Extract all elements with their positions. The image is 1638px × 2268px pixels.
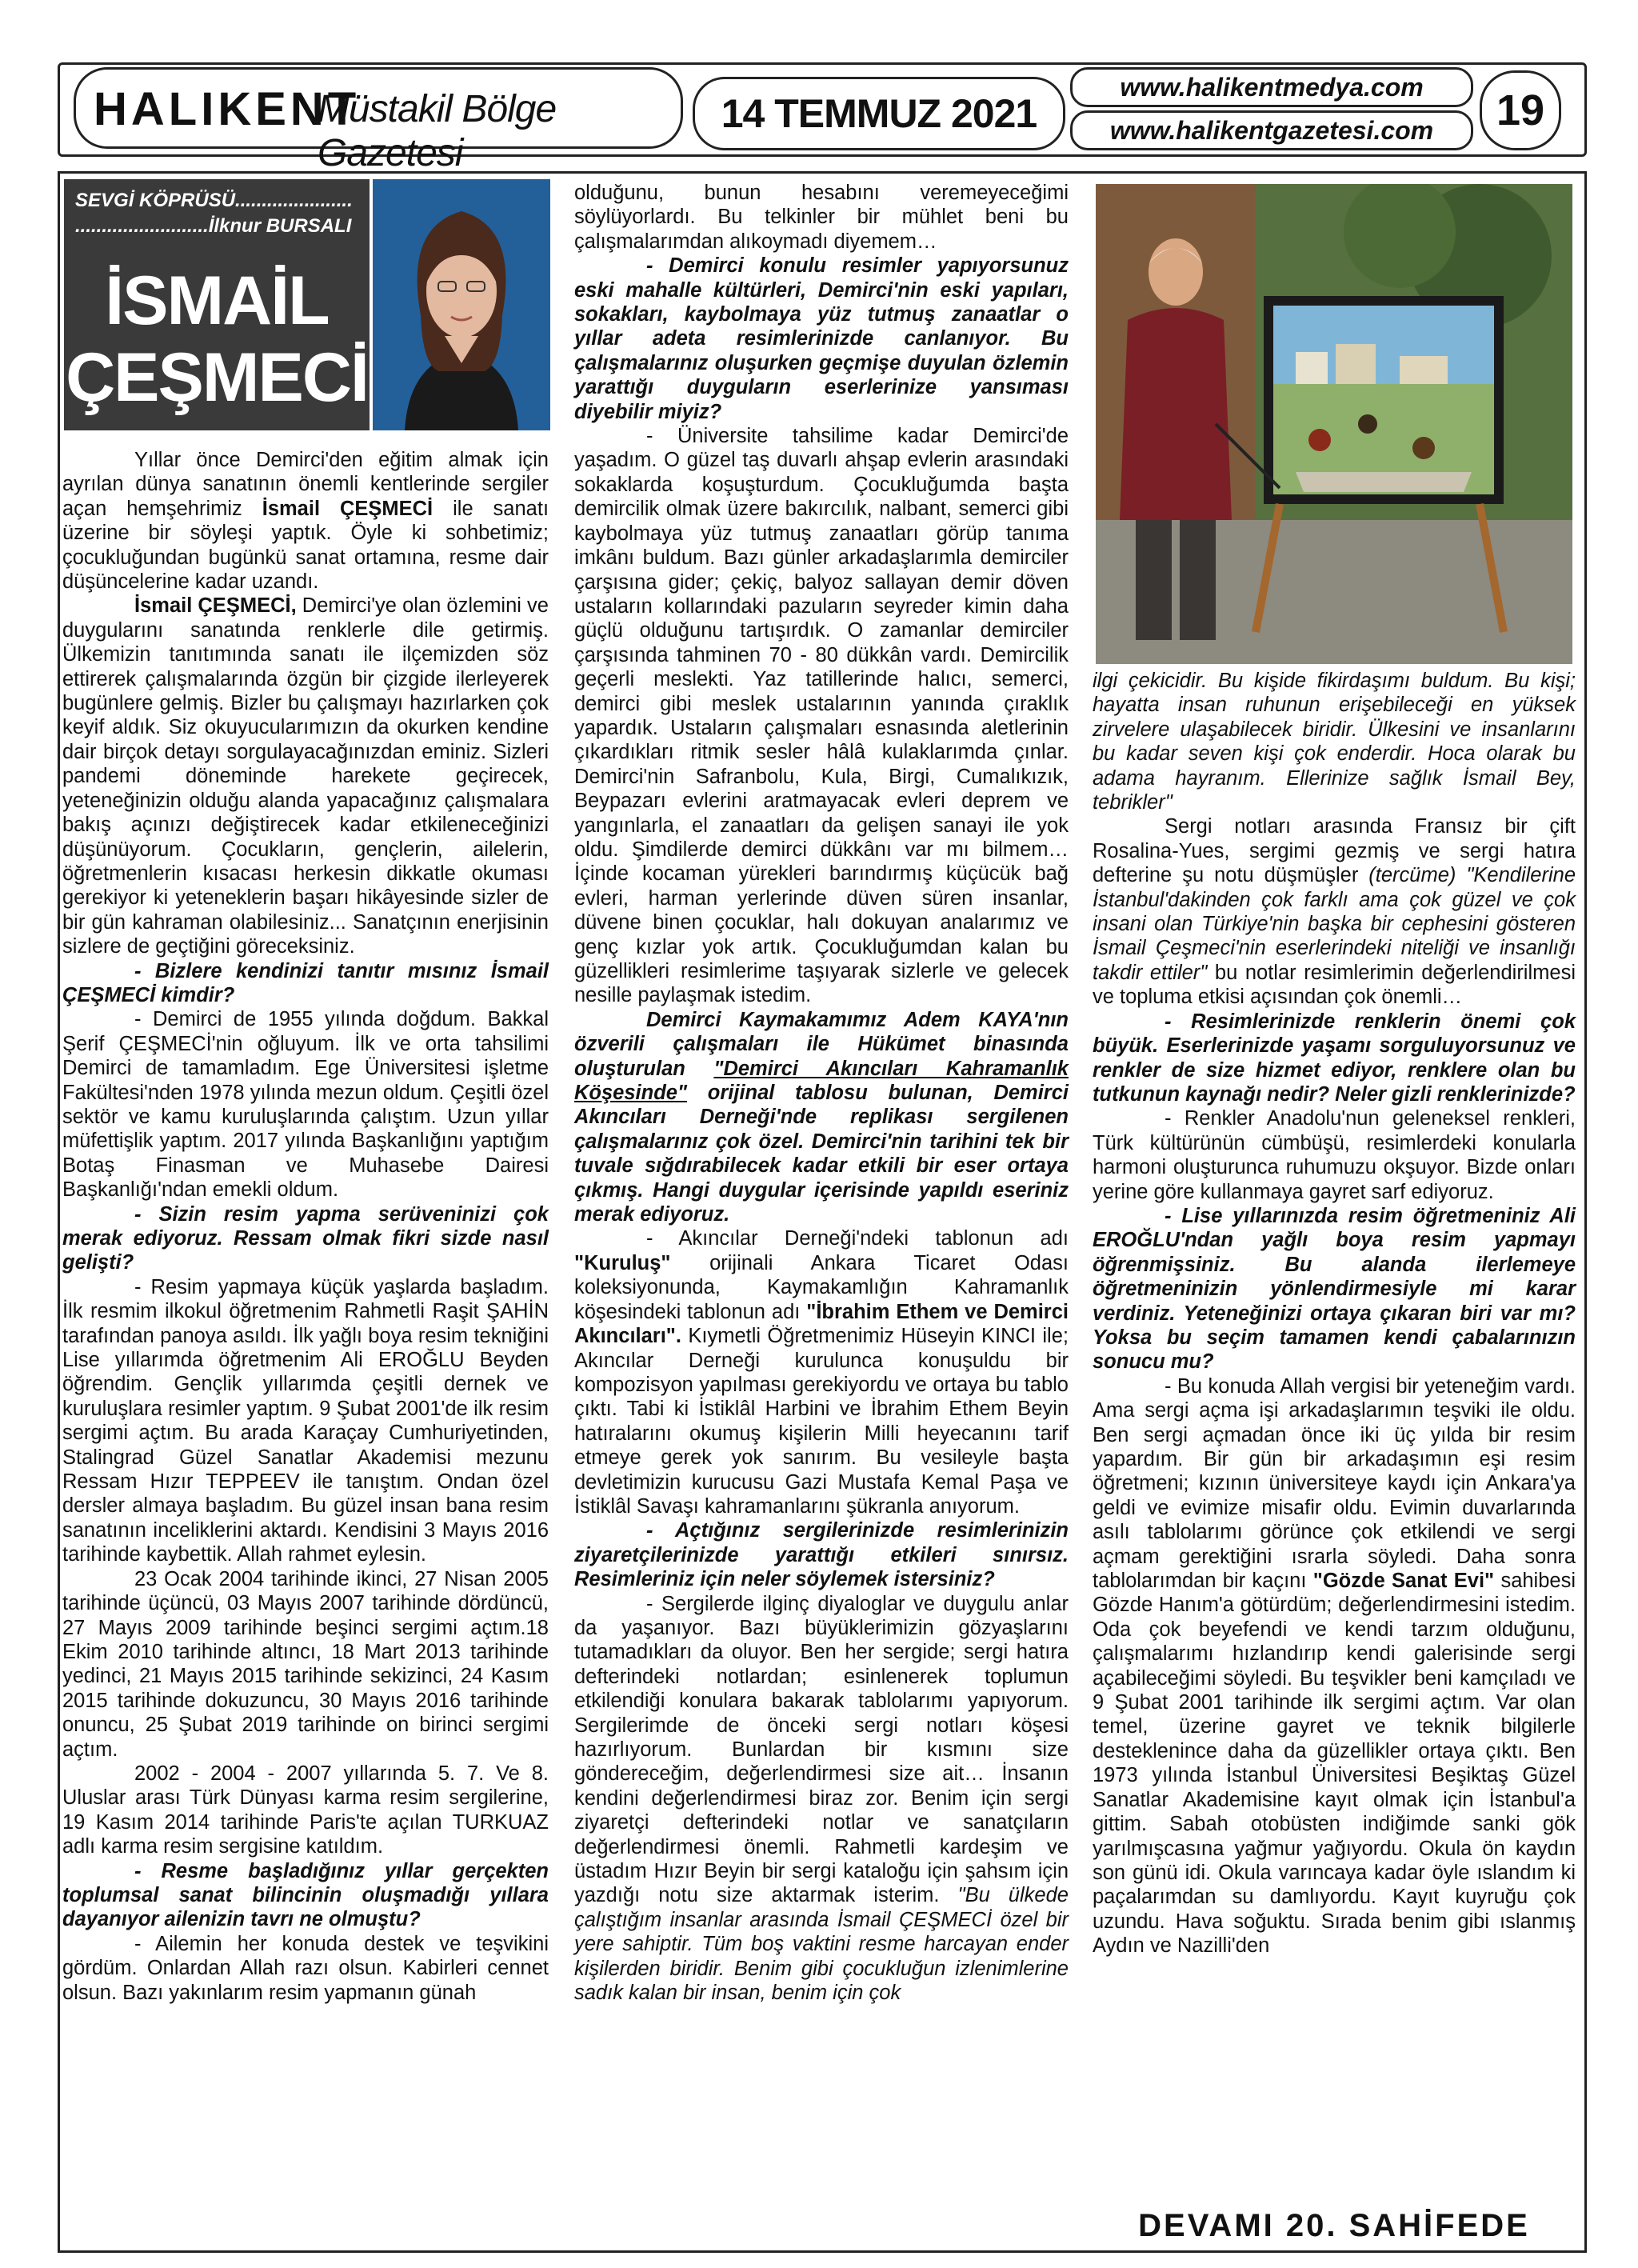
website-link-2[interactable]: www.halikentgazetesi.com <box>1070 110 1473 150</box>
column-kicker: SEVGİ KÖPRÜSÜ...................... <box>75 190 353 211</box>
page-number-box <box>1480 70 1561 150</box>
author-portrait <box>373 179 550 430</box>
interview-question: - Sizin resim yapma serüveninizi çok merak ediyoruz. Ressam olmak fikri sizde nasıl gelişti? <box>62 1202 549 1274</box>
paragraph: 2002 - 2004 - 2007 yıllarında 5. 7. Ve 8. Uluslar arası Türk Dünyası karma resim sergilerine, 19 Kasım 2014 tarihinde Paris'te açılan TURKUAZ adlı karma resim sergisine katıldım. <box>62 1762 549 1858</box>
interview-question: - Resme başladığınız yıllar gerçekten toplumsal sanat bilincinin oluşmadığı yıllara dayanıyor ailenizin tavrı ne olmuştu? <box>62 1859 549 1931</box>
interview-question: Demirci Kaymakamımız Adem KAYA'nın özverili çalışmaları ile Hükümet binasında oluşturulan "Demirci Akıncıları Kahramanlık Köşesinde" orijinal tablosu bulunan, Demirci Akıncıları Derneği'nde replikası sergilenen çalışmalarınız çok özel. Demirci'nin tarihini tek bir tuvale sığdırabilecek kadar etkili bir eser ortaya çıkmış. Hangi duygular içerisinde yapıldı eseriniz merak ediyoruz. <box>574 1008 1069 1226</box>
interview-answer: - Ailemin her konuda destek ve teşvikini gördüm. Onlardan Allah razı olsun. Kabirleri cennet olsun. Bazı yakınlarım resim yapmanın günah <box>62 1932 549 2004</box>
interview-answer: - Sergilerde ilginç diyaloglar ve duygulu anlar da yaşanıyor. Bazı büyüklerimizin gözyaşlarını tutamadıkları da oluyor. Ben her sergide; sergi hatıra defterindeki notlardan; esinlenerek toplumun etkilendiği konulara bakarak tablolarımı yapıyorum. Sergilerimde de önceki sergi notları köşesi hazırlıyorum. Bunlardan bir kısmını size göndereceğim, değerlendirmesi size ait… İnsanın kendini değerlendirmesi biraz zor. Benim için sergi ziyaretçi defterindeki notlar ve sanatçıların değerlendirmesi önemli. Rahmetli kardeşim ve üstadım Hızır Beyin bir sergi kataloğu için şahsım için yazdığı notu size aktarmak isterim. "Bu ülkede çalıştığım insanlar arasında İsmail ÇEŞMECİ özel bir yere sahiptir. Tüm boş vaktini resme harcayan ender kişilerden biridir. Benim gibi çocukluğun izlenimlerine sadık kalan bir insan, benim için çok <box>574 1592 1069 2005</box>
interview-question: - Açtığınız sergilerinizde resimlerinizin ziyaretçilerinizde yarattığı etkileri sınırsız. Resimleriniz için neler söylemek istersiniz? <box>574 1519 1069 1591</box>
interview-answer: - Demirci de 1955 yılında doğdum. Bakkal Şerif ÇEŞMECİ'nin oğluyum. İlk ve orta tahsilimi Demirci de tamamladım. Ege Üniversitesi işletme Fakültesi'nden 1978 yılında mezun oldum. Çeşitli özel sektör ve kamu kuruluşlarında çalıştım. Uzun yıllar müfettişlik yaptım. 2017 yılında Başkanlığını yaptığım Botaş Finasman ve Muhasebe Dairesi Başkanlığı'ndan emekli oldum. <box>62 1008 549 1202</box>
interview-answer: - Üniversite tahsilime kadar Demirci'de yaşadım. O güzel taş duvarlı ahşap evlerin arasındaki sokaklarda koşuşturdum. Çocukluğumda başta demircilik olmak üzere bakırcılık, nalbant, semerci gibi kaybolmaya yüz tutmuş zanaatları görüp tanıma imkânı buldum. Bazı günler arkadaşlarımla demirciler çarşısına gider; çekiç, balyoz sallayan demir döven ustaların kollarındaki pazuların seyreder kimin daha güçlü olduğunu tartışırdık. O zamanlar demirciler çarşısında tahminen 70 - 80 dükkân vardı. Demircilik geçerli meslekti. Yaz tatillerinde halıcı, semerci, demirci gibi meslek ustalarının yanında çıraklık yapardık. Ustaların çalışmaları esnasında aletlerinin çıkardıkları ritmik sesler hâlâ kulaklarımda çınlar. Demirci'nin Safranbolu, Kula, Birgi, Cumalıkızık, Beypazarı evlerini aratmayacak evleri deprem ve yangınlarla, el zanaatları da gelişen sanayi ile yok oldu. Şimdilerde demirci dükkânı var mı bilmem… İçinde kocaman yürekleri barındırmış küçücük bağ evleri, harman yerlerinde düven süren insanlar, düvene binen çocuklar, halı dokuyan analarımız ve genç kızlar yok artık. Çocukluğumdan kalan bu güzellikleri resimlerime taşıyarak sizlerle ve gelecek nesille paylaşmak istedim. <box>574 425 1069 1007</box>
article-title-line-1: İSMAİL <box>105 262 329 339</box>
interview-answer: - Resim yapmaya küçük yaşlarda başladım. İlk resmim ilkokul öğretmenim Rahmetli Raşit ŞAHİN tarafından panoya asıldı. İlk yağlı boya resim tekniğini Lise yıllarımda öğretmenim Ali EROĞLU Beyden öğrendim. Gençlik yıllarımda çeşitli dernek ve kuruluşlara resimler yaptım. 9 Şubat 2001'de ilk resim sergimi açtım. Bu arada Karaçay Cumhuriyetinden, Stalingrad Güzel Sanatlar Akademisi mezunu Ressam Hızır TEPPEEV ile tanıştım. Ondan özel dersler almaya başladım. Bu güzel insan bana resim sanatının inceliklerini aktardı. Kendisini 3 Mayıs 2016 tarihinde kaybettik. Allah rahmet eylesin. <box>62 1275 549 1566</box>
article-title-line-2: ÇEŞMECİ <box>66 339 368 416</box>
interview-answer: - Renkler Anadolu'nun geleneksel renkleri, Türk kültürünün cümbüşü, resimlerdeki konularla harmoni oluşturunca ruhumuzu okşuyor. Bizde onları yerine göre kullanmaya gayret sarf ediyoruz. <box>1093 1107 1576 1203</box>
article-column-2 <box>574 181 1069 2005</box>
interview-answer: - Akıncılar Derneği'ndeki tablonun adı "Kuruluş" orijinali Ankara Ticaret Odası koleksiyonunda, Kaymakamlığın Kahramanlık köşesindeki tablonun adı "İbrahim Ethem ve Demirci Akıncıları". Kıymetli Öğretmenimiz Hüseyin KINCI ile; Akıncılar Derneği kurulunca konuşuldu bir kompozisyon yapılması gerekiyordu ve ortaya bu tablo çıktı. Tabi ki İstiklâl Harbini ve İbrahim Ethem Beyin hatıralarını okumuş kişilerin Milli heyecanını tarif etmeye gerek yok sanırım. Bu vesileyle başta devletimizin kurucusu Gazi Mustafa Kemal Paşa ve İstiklâl Savaşı kahramanlarını şükranla anıyorum. <box>574 1227 1069 1518</box>
article-column-1 <box>62 448 549 2005</box>
paragraph: Yıllar önce Demirci'den eğitim almak için ayrılan dünya sanatının önemli kentlerinde sergiler açan hemşehrimiz İsmail ÇEŞMECİ ile sanatı üzerine bir söyleşi yaptık. Öyle ki sohbetimiz; çocukluğundan bugünkü sanat ortamına, resme dair düşüncelerine kadar uzandı. <box>62 449 549 594</box>
masthead-brand <box>74 67 683 174</box>
interview-question: - Bizlere kendinizi tanıtır mısınız İsmail ÇEŞMECİ kimdir? <box>62 959 549 1006</box>
article-column-3 <box>1093 669 1576 1958</box>
painter-photo <box>1096 184 1572 664</box>
interview-answer: - Bu konuda Allah vergisi bir yeteneğim vardı. Ama sergi açma işi arkadaşlarımın teşviki ile oldu. Ben sergi açmadan önce iki üç yılda bir resim yapardım. Bir gün bir arkadaşımın eşi resim öğretmeni; kızının üniversiteye kaydı için Ankara'ya geldi ve evimize misafir oldu. Evimin duvarlarında asılı tablolarımı görünce çok etkilendi ve sergi açmam gerektiğini ısrarla söyledi. Daha sonra tablolarımdan bir kaçını "Gözde Sanat Evi" sahibesi Gözde Hanım'a götürdüm; değerlendirmesini istedim. Oda çok beyefendi ve kendi tarzım olduğunu, çalışmalarımı hızlandırıp kendi galerisinde sergi açabileceğimi söyledi. Bu teşvikler beni kamçıladı ve 9 Şubat 2001 tarihinde ilk sergimi açtım. Var olan temel, üzerine gayret ve teknik bilgilerle desteklenince daha da güzellikler ortaya çıktı. Ben 1973 yılında İstanbul Üniversitesi Beşiktaş Güzel Sanatlar Akademisine kayıt olmak için İstanbul'a gittim. Sabah otobüsten indiğimde sanki gök yarılmışcasına yağmur yağıyordu. Okula ön kaydın son günü idi. Okula varıncaya kadar öyle ıslandım ki paçalarımdan su damlıyordu. Kayıt kuyruğu çok uzundu. Hava soğuktu. Sırada benim gibi ıslanmış Aydın ve Nazilli'den <box>1093 1374 1576 1958</box>
author-byline: .........................İlknur BURSALI <box>75 215 352 237</box>
continued-on-page-link[interactable]: DEVAMI 20. SAHİFEDE <box>1138 2208 1530 2243</box>
paragraph: 23 Ocak 2004 tarihinde ikinci, 27 Nisan 2005 tarihinde üçüncü, 03 Mayıs 2007 tarihinde dördüncü, 27 Mayıs 2009 tarihinde beşinci sergimi açtım.18 Ekim 2010 tarihinde altıncı, 18 Mart 2013 tarihinde yedinci, 21 Mayıs 2015 tarihinde sekizinci, 24 Kasım 2015 tarihinde dokuzuncu, 30 Mayıs 2016 tarihinde onuncu, 25 Şubat 2019 tarihinde on birinci sergimi açtım. <box>62 1567 549 1761</box>
paragraph: İsmail ÇEŞMECİ, Demirci'ye olan özlemini ve duygularını sanatında renklerle dile getirmiş. Ülkemizin tanıtımında sanatı ile ilçemizden söz ettirerek çalışmalarında özgün bir çizgide ilerleyerek bugünlere gelmiş. Bizler bu çalışmayı hazırlarken çok keyif aldık. Siz okuyucularımızın da okurken kendine dair birçok detayı sorgulayacağınızdan eminiz. Sizleri pandemi döneminde harekete geçirecek, yeteneğinizin olduğu alanda yapacağınız çalışmalara bakış açınızı değiştirecek kadar etkileneceğinizi düşünüyorum. Çocukların, gençlerin, ailelerin, öğretmenlerin kısacası herkesin dikkatle okuması gerekiyor ki yeteneklerin başarı hikâyesinde sizler de bir gün kahraman olabilesiniz... Sanatçının enerjisinin sizlere de geçtiğini göreceksiniz. <box>62 594 549 958</box>
issue-date: 14 TEMMUZ 2021 <box>721 91 1037 136</box>
page-number: 19 <box>1496 86 1545 134</box>
website-link-1[interactable]: www.halikentmedya.com <box>1070 67 1473 107</box>
issue-date-box <box>693 77 1065 150</box>
interview-question: - Resimlerinizde renklerin önemi çok büyük. Eserlerinizde yaşamı sorguluyorsunuz ve renkler de size hizmet ediyor, renklere olan bu tutkunun kaynağı nedir? Neler gizli renklerinizde? <box>1093 1010 1576 1106</box>
paragraph: ilgi çekicidir. Bu kişide fikirdaşımı buldum. Bu kişi; hayatta insan ruhunun erişebileceği en yüksek zirvelere ulaşabilecek biridir. Ülkesini ve insanlarını bu kadar seven kişi çok enderdir. Hoca olarak bu adama hayranım. Ellerinize sağlık İsmail Bey, tebrikler" <box>1093 670 1576 814</box>
article-title-block <box>64 179 370 430</box>
newspaper-name: HALIKENT <box>94 83 361 135</box>
newspaper-subtitle: Müstakil Bölge Gazetesi <box>318 88 557 174</box>
paragraph: olduğunu, bunun hesabını veremeyeceğimi söylüyorlardı. Bu telkinler bir mühlet beni bu çalışmalarımdan alıkoymadı diyemem… <box>574 182 1069 253</box>
paragraph: Sergi notları arasında Fransız bir çift Rosalina-Yues, sergimi gezmiş ve sergi hatıra defterine şu notu düşmüşler (tercüme) "Kendilerine İstanbul'dakinden çok farklı ama çok güzel ve çok insani olan Türkiye'nin başka bir cephesini gösteren İsmail Çeşmeci'nin eserlerindeki niteliği ve insanlığı takdir ettiler" bu notlar resimlerimin değerlendirilmesi ve topluma etkisi açısından çok önemli… <box>1093 815 1576 1009</box>
interview-question: - Lise yıllarınızda resim öğretmeniniz Ali EROĞLU'ndan yağlı boya resim yapmayı öğrenmişsiniz. Bu alanda ilerlemeye öğretmeninizin yönlendirmesiyle mi karar verdiniz. Yeteneğinizi ortaya çıkaran biri var mı? Yoksa bu seçim tamamen kendi çabalarınızın sonucu mu? <box>1093 1204 1576 1374</box>
interview-question: - Demirci konulu resimler yapıyorsunuz eski mahalle kültürleri, Demirci'nin eski yapıları, sokakları, kaybolmaya yüz tutmuş zanaatlar o yıllar adeta resimlerinizde canlanıyor. Bu çalışmalarınız oluşurken geçmişe duyulan özlemin yarattığı duyguların eserlerinize yansıması diyebilir miyiz? <box>574 254 1069 423</box>
